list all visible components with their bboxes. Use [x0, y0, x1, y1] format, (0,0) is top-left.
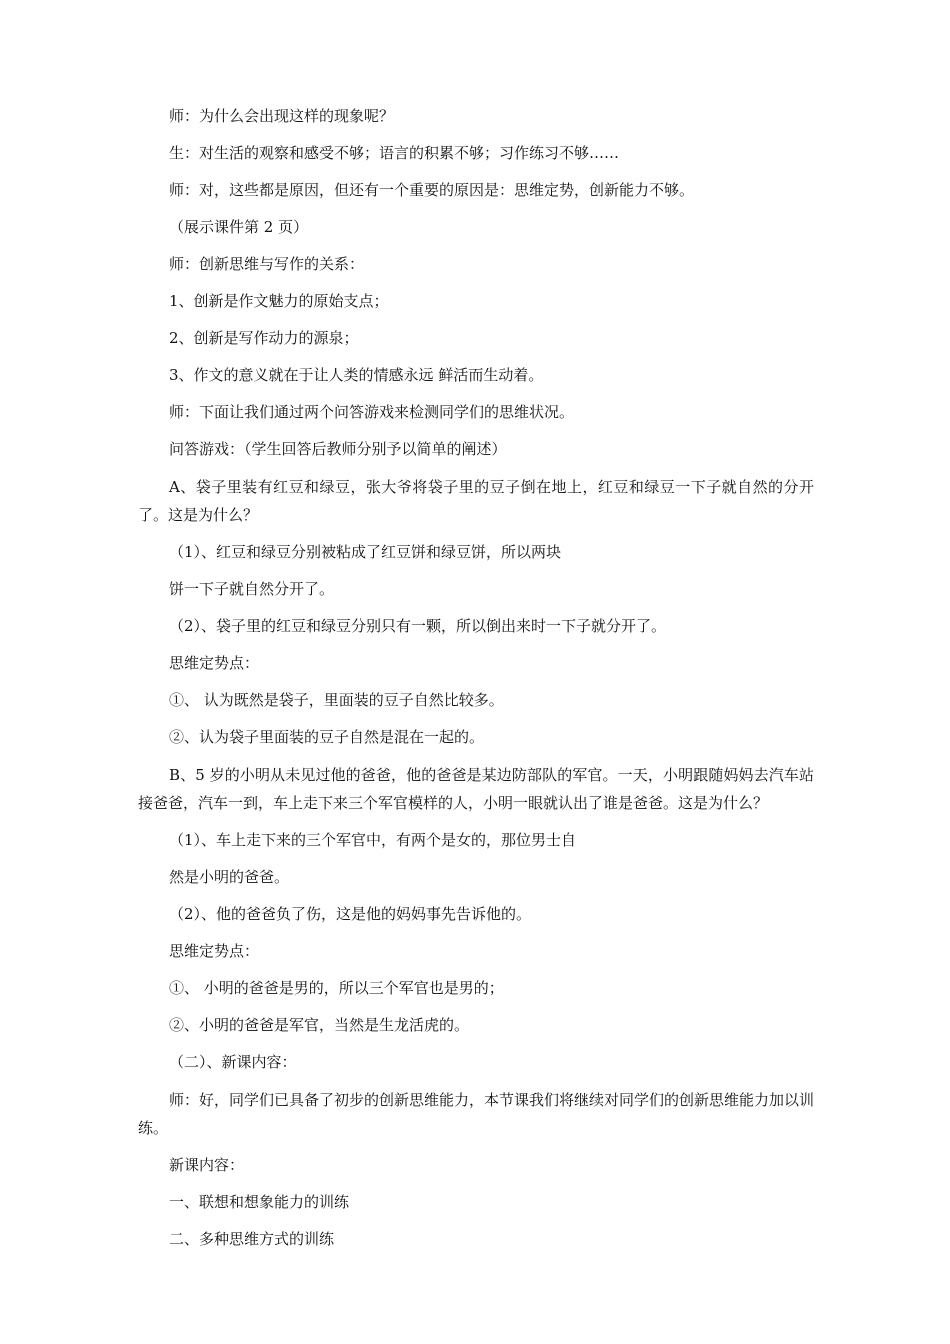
paragraph: （1）、红豆和绿豆分别被粘成了红豆饼和绿豆饼，所以两块	[169, 543, 562, 561]
paragraph: 思维定势点：	[169, 942, 260, 960]
paragraph: 然是小明的爸爸。	[169, 868, 290, 886]
paragraph: ①、 认为既然是袋子，里面装的豆子自然比较多。	[169, 691, 504, 709]
paragraph: ①、 小明的爸爸是男的，所以三个军官也是男的；	[169, 979, 504, 997]
paragraph: 1、创新是作文魅力的原始支点；	[169, 292, 389, 310]
paragraph: （1）、车上走下来的三个军官中，有两个是女的，那位男士自	[169, 831, 577, 849]
paragraph: （2）、袋子里的红豆和绿豆分别只有一颗，所以倒出来时一下子就分开了。	[169, 617, 667, 635]
paragraph: 问答游戏：（学生回答后教师分别予以简单的阐述）	[169, 440, 507, 458]
paragraph: ②、认为袋子里面装的豆子自然是混在一起的。	[169, 728, 485, 746]
paragraph: A、袋子里装有红豆和绿豆，张大爷将袋子里的豆子倒在地上，红豆和绿豆一下子就自然的分开了。这是为什么？	[138, 478, 814, 524]
paragraph: 师：下面让我们通过两个问答游戏来检测同学们的思维状况。	[169, 403, 575, 421]
paragraph: B、5 岁的小明从未见过他的爸爸，他的爸爸是某边防部队的军官。一天，小明跟随妈妈去汽车站接爸爸，汽车一到，车上走下来三个军官模样的人，小明一眼就认出了谁是爸爸。这是为什么？	[138, 766, 814, 812]
paragraph: 新课内容：	[169, 1156, 245, 1174]
paragraph: 师：好，同学们已具备了初步的创新思维能力，本节课我们将继续对同学们的创新思维能力加以训练。	[138, 1091, 815, 1137]
paragraph: （二）、新课内容：	[169, 1053, 297, 1071]
paragraph: 思维定势点：	[169, 654, 260, 672]
paragraph: 师：创新思维与写作的关系：	[169, 255, 365, 273]
document-body	[138, 98, 814, 1258]
paragraph: 饼一下子就自然分开了。	[169, 580, 335, 598]
paragraph: 2、创新是写作动力的源泉；	[169, 329, 359, 347]
paragraph: （展示课件第 2 页）	[169, 218, 309, 236]
paragraph: 3、作文的意义就在于让人类的情感永远 鲜活而生动着。	[169, 366, 544, 384]
paragraph: 二、多种思维方式的训练	[169, 1230, 335, 1248]
paragraph: 生：对生活的观察和感受不够；语言的积累不够；习作练习不够……	[169, 144, 620, 162]
paragraph: 师：为什么会出现这样的现象呢？	[169, 107, 395, 125]
paragraph: ②、小明的爸爸是军官，当然是生龙活虎的。	[169, 1016, 470, 1034]
paragraph: 师：对，这些都是原因，但还有一个重要的原因是：思维定势，创新能力不够。	[169, 181, 695, 199]
paragraph: （2）、他的爸爸负了伤，这是他的妈妈事先告诉他的。	[169, 905, 532, 923]
paragraph: 一、联想和想象能力的训练	[169, 1193, 350, 1211]
